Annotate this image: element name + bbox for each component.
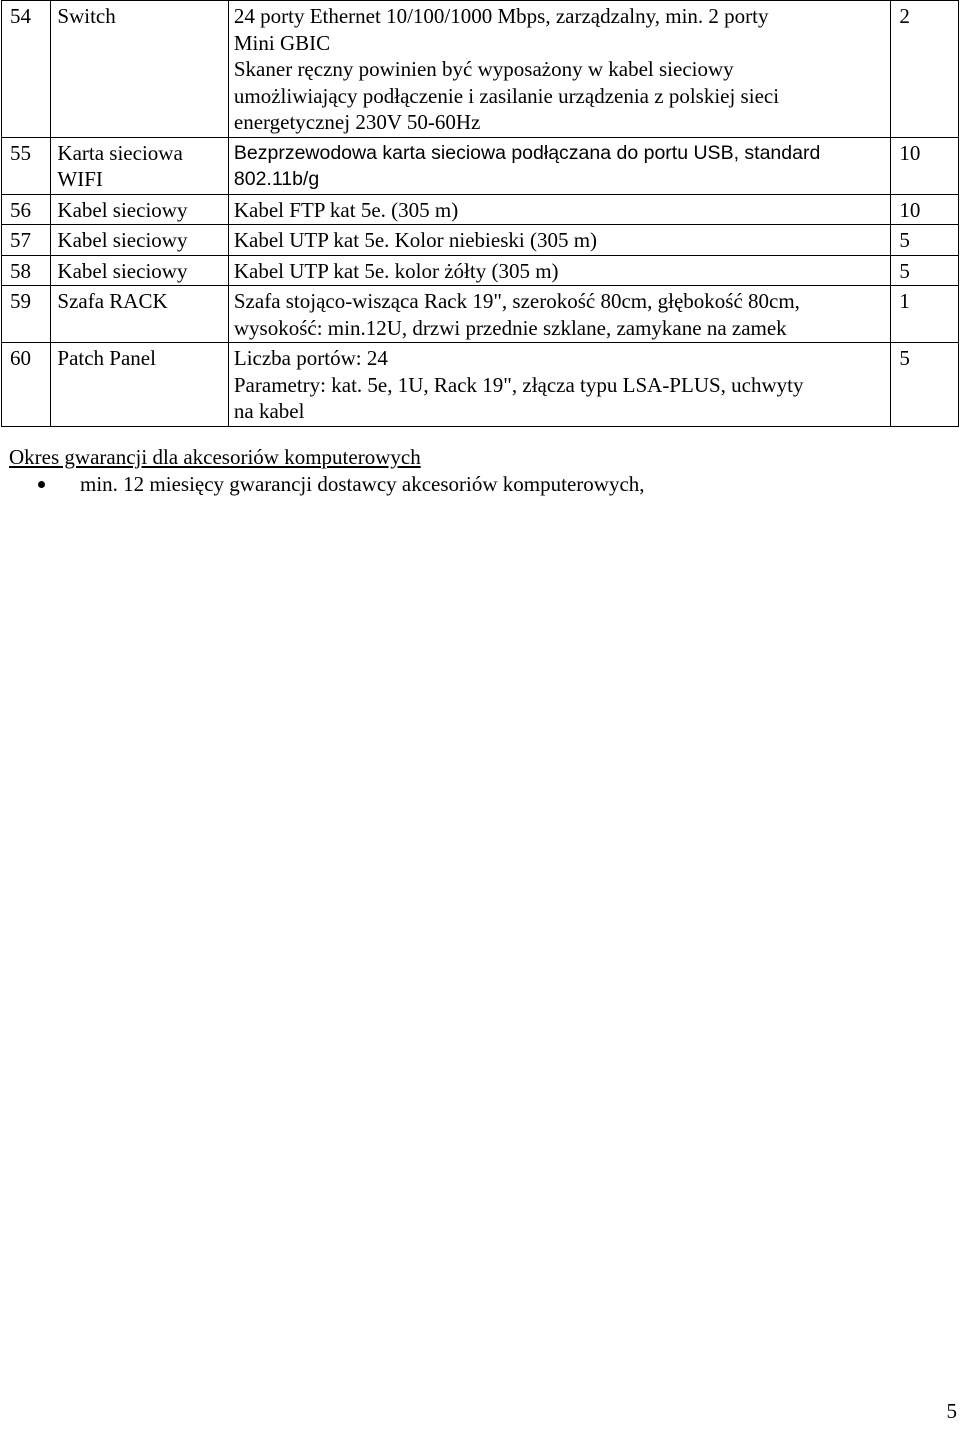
item-description bbox=[228, 137, 891, 194]
description-line: Liczba portów: 24 bbox=[233, 346, 388, 370]
description-line: Mini GBIC bbox=[233, 30, 331, 55]
item-quantity: 10 bbox=[891, 137, 959, 194]
item-quantity: 1 bbox=[891, 286, 959, 343]
item-description bbox=[228, 194, 891, 225]
description-line: energetycznej 230V 50-60Hz bbox=[233, 110, 481, 134]
item-description bbox=[228, 343, 891, 427]
item-description bbox=[228, 255, 891, 286]
item-name bbox=[51, 286, 228, 343]
row-number: 58 bbox=[2, 255, 51, 286]
item-description bbox=[228, 225, 891, 256]
description-line: Parametry: kat. 5e, 1U, Rack 19", złącza typu LSA-PLUS, uchwyty bbox=[233, 372, 804, 397]
row-number: 59 bbox=[2, 286, 51, 343]
description-line: Skaner ręczny powinien być wyposażony w kabel sieciowy bbox=[233, 57, 734, 81]
warranty-item-text: min. 12 miesięcy gwarancji dostawcy akcesoriów komputerowych, bbox=[80, 472, 645, 496]
description-line: Kabel UTP kat 5e. kolor żółty (305 m) bbox=[233, 258, 559, 283]
row-number: 56 bbox=[2, 194, 51, 225]
item-name bbox=[51, 255, 228, 286]
table-row bbox=[2, 194, 959, 225]
warranty-section bbox=[9, 444, 645, 498]
item-name bbox=[51, 194, 228, 225]
item-quantity: 2 bbox=[891, 1, 959, 138]
item-name-line: Kabel sieciowy bbox=[57, 228, 188, 252]
row-number: 54 bbox=[2, 1, 51, 138]
description-line: Kabel UTP kat 5e. Kolor niebieski (305 m) bbox=[233, 228, 598, 252]
description-line: na kabel bbox=[233, 399, 305, 423]
item-name bbox=[51, 343, 228, 427]
list-item bbox=[9, 471, 645, 498]
item-name-line: Karta sieciowa bbox=[57, 140, 183, 165]
description-line: Szafa stojąco-wisząca Rack 19", szerokość 80cm, głębokość 80cm, bbox=[233, 289, 800, 313]
item-name bbox=[51, 225, 228, 256]
item-quantity: 5 bbox=[891, 255, 959, 286]
table-row bbox=[2, 343, 959, 427]
equipment-spec-table bbox=[1, 0, 959, 427]
row-number: 55 bbox=[2, 137, 51, 194]
item-name bbox=[51, 137, 228, 194]
item-name-line: Kabel sieciowy bbox=[57, 258, 188, 283]
item-description bbox=[228, 286, 891, 343]
warranty-title: Okres gwarancji dla akcesoriów komputerowych bbox=[9, 445, 421, 469]
item-name-line: Szafa RACK bbox=[57, 289, 168, 313]
description-line: umożliwiający podłączenie i zasilanie urządzenia z polskiej sieci bbox=[233, 83, 780, 108]
table-row bbox=[2, 225, 959, 256]
description-line: Kabel FTP kat 5e. (305 m) bbox=[233, 197, 459, 222]
item-name-line: WIFI bbox=[57, 167, 103, 191]
item-quantity: 10 bbox=[891, 194, 959, 225]
item-name-line: Patch Panel bbox=[57, 346, 156, 370]
table-row bbox=[2, 286, 959, 343]
table-row bbox=[2, 255, 959, 286]
description-line: Bezprzewodowa karta sieciowa podłączana do portu USB, standard bbox=[233, 141, 821, 164]
table-row bbox=[2, 137, 959, 194]
item-name-line: Kabel sieciowy bbox=[57, 197, 188, 222]
item-quantity: 5 bbox=[891, 343, 959, 427]
item-name bbox=[51, 1, 228, 138]
item-description bbox=[228, 1, 891, 138]
description-line: 24 porty Ethernet 10/100/1000 Mbps, zarządzalny, min. 2 porty bbox=[233, 4, 769, 28]
page-number: 5 bbox=[946, 1399, 957, 1423]
description-line: 802.11b/g bbox=[233, 168, 320, 190]
item-quantity: 5 bbox=[891, 225, 959, 256]
description-line: wysokość: min.12U, drzwi przednie szklane, zamykane na zamek bbox=[233, 315, 787, 340]
bullet-icon bbox=[38, 481, 45, 488]
row-number: 57 bbox=[2, 225, 51, 256]
item-name-line: Switch bbox=[57, 4, 116, 28]
row-number: 60 bbox=[2, 343, 51, 427]
table-row bbox=[2, 1, 959, 138]
